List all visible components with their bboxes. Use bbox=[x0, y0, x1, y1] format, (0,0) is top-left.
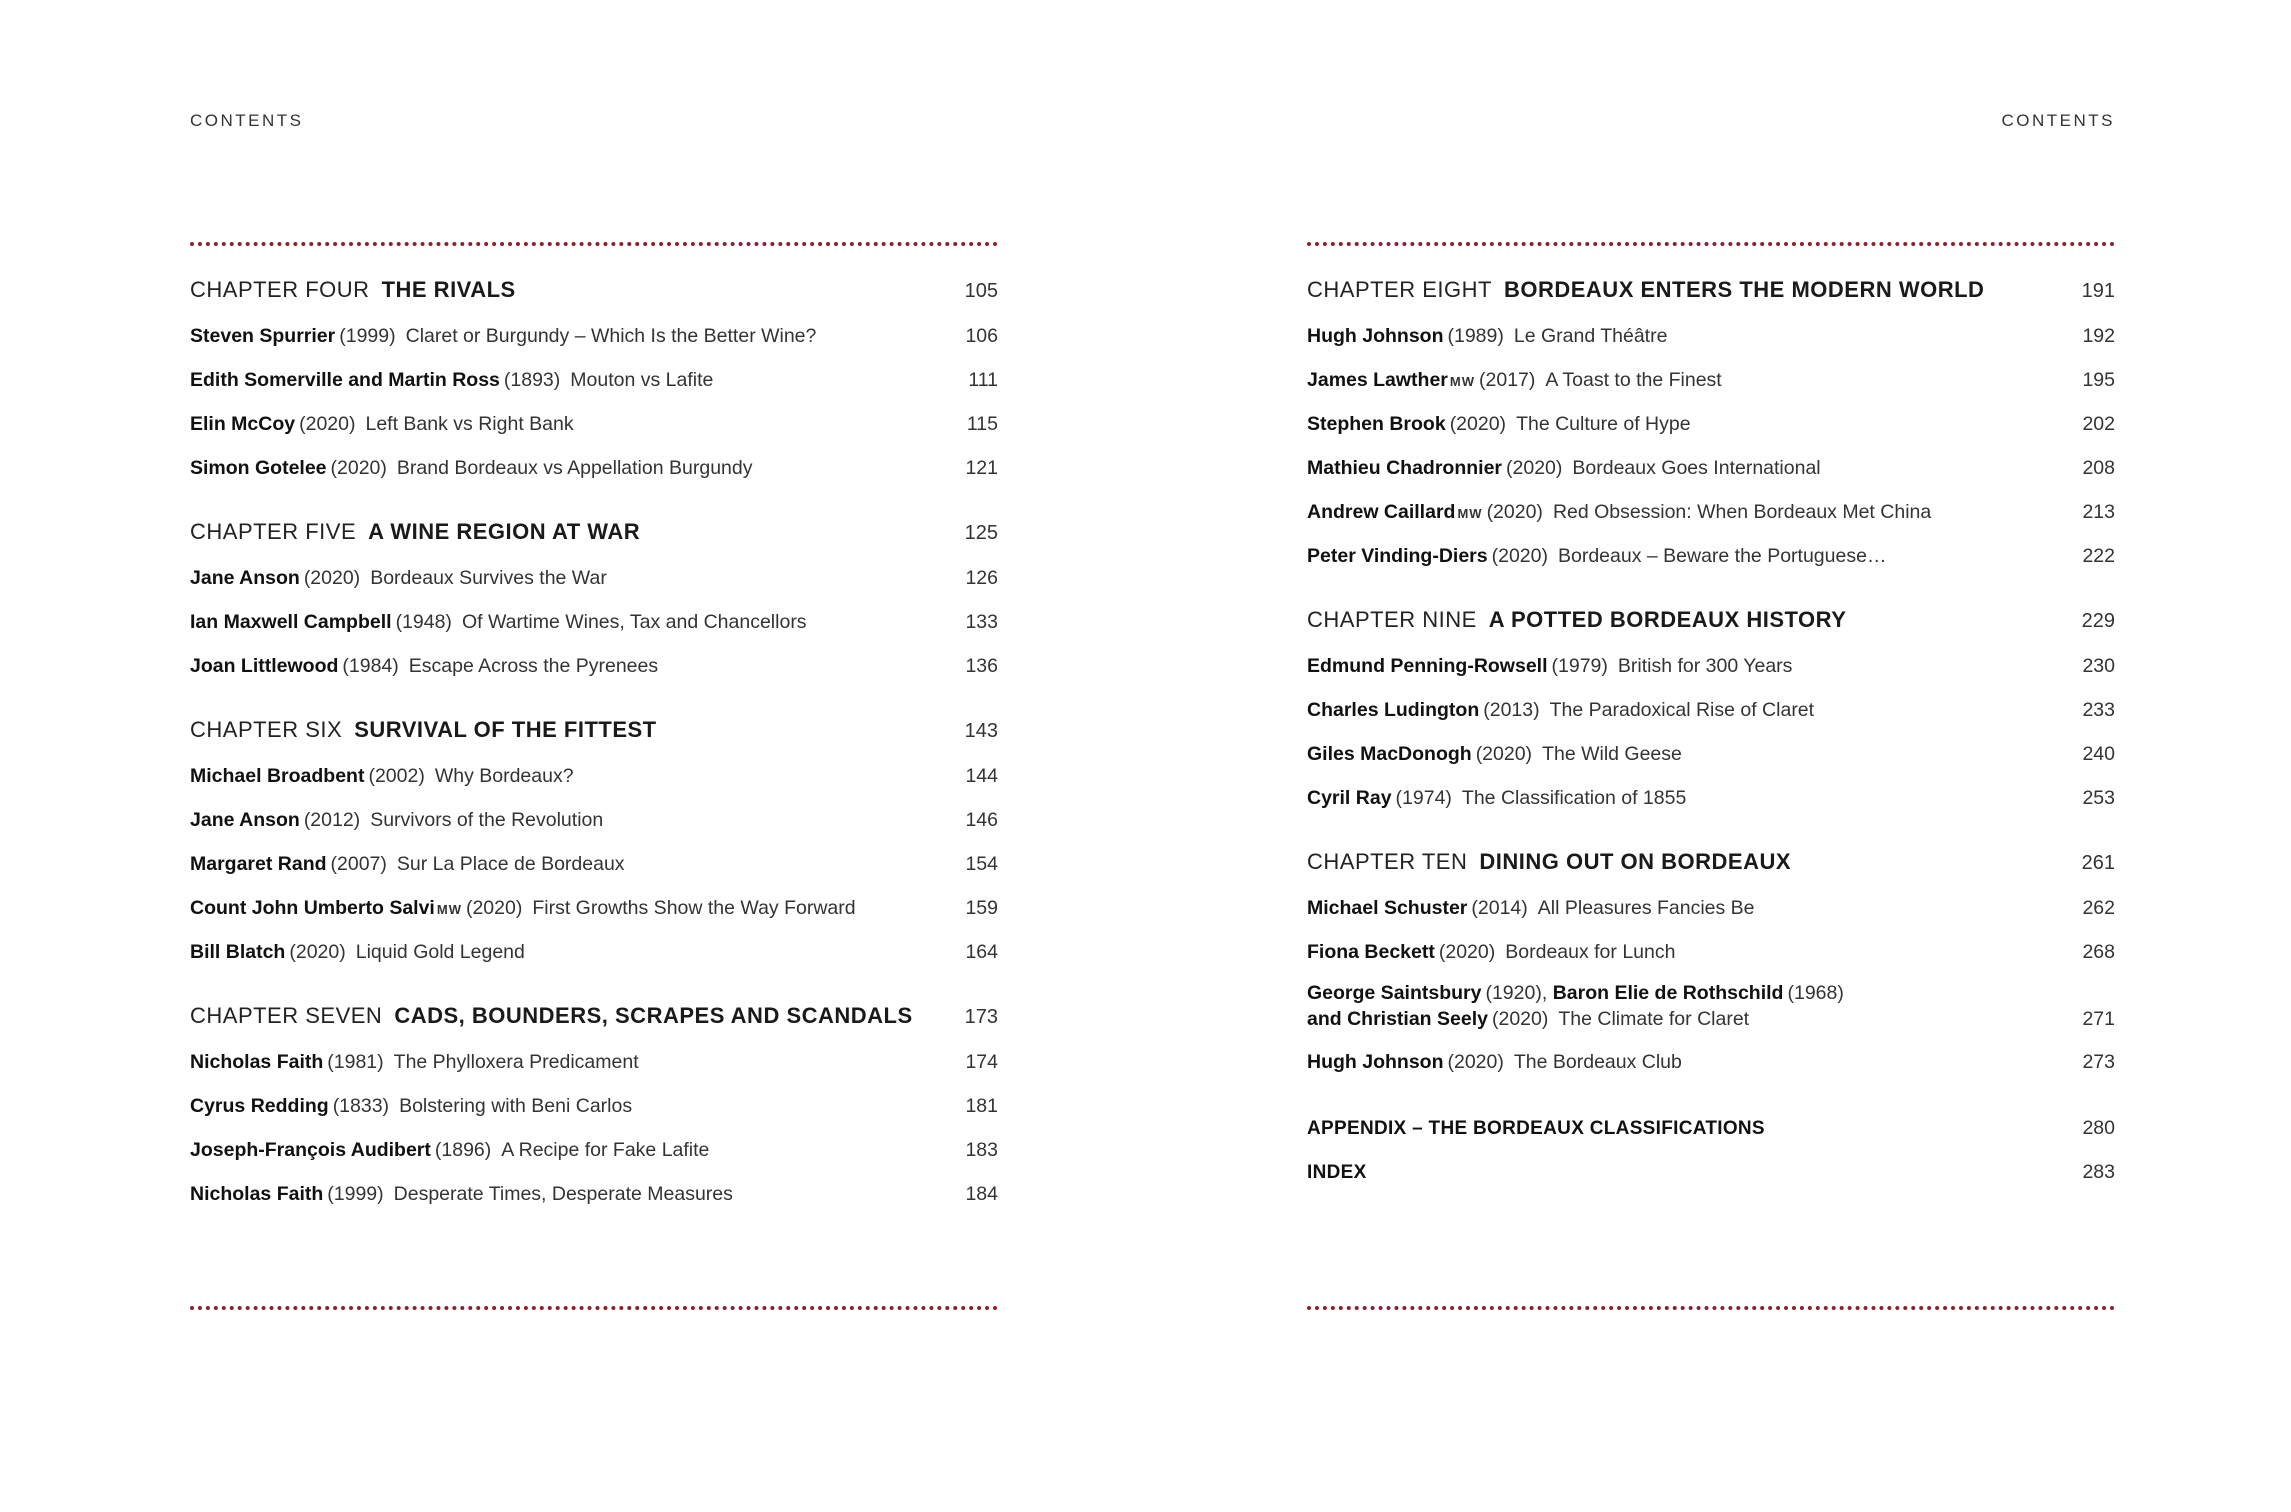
toc-entry[interactable] bbox=[1307, 644, 2115, 688]
year: (1893) bbox=[503, 369, 561, 391]
spacer bbox=[190, 490, 998, 512]
chapter-heading[interactable] bbox=[190, 512, 998, 556]
toc-entry[interactable] bbox=[190, 1172, 998, 1216]
toc-entry[interactable] bbox=[190, 644, 998, 688]
page-number: 273 bbox=[2082, 1051, 2115, 1073]
year: (2020) bbox=[303, 567, 361, 589]
page-number: 271 bbox=[2082, 1008, 2115, 1030]
toc-entry[interactable] bbox=[190, 930, 998, 974]
toc-entry[interactable] bbox=[190, 798, 998, 842]
page-number: 125 bbox=[964, 522, 998, 544]
chapter-label: CHAPTER TEN bbox=[1307, 849, 1468, 874]
work-title: Escape Across the Pyrenees bbox=[408, 655, 659, 677]
author: Simon Gotelee bbox=[190, 457, 327, 479]
page-number: 195 bbox=[2082, 369, 2115, 391]
entry-text bbox=[190, 798, 603, 842]
chapter-heading-text bbox=[190, 270, 516, 310]
toc-entry[interactable] bbox=[190, 1084, 998, 1128]
chapter-heading-text bbox=[1307, 270, 1984, 310]
index-title: INDEX bbox=[1307, 1162, 1367, 1183]
author: Margaret Rand bbox=[190, 853, 327, 875]
entry-text bbox=[1307, 446, 1821, 490]
running-head: CONTENTS bbox=[190, 111, 304, 130]
page-number: 208 bbox=[2082, 457, 2115, 479]
spacer bbox=[190, 688, 998, 710]
year: (2014) bbox=[1471, 897, 1528, 919]
year: (1984) bbox=[342, 655, 399, 677]
year: (1974) bbox=[1395, 787, 1452, 809]
chapter-heading-text bbox=[1307, 842, 1791, 882]
appendix-title: APPENDIX – THE BORDEAUX CLASSIFICATIONS bbox=[1307, 1118, 1765, 1139]
chapter-label: CHAPTER SEVEN bbox=[190, 1003, 383, 1028]
page-number: 115 bbox=[966, 413, 998, 435]
page-number: 133 bbox=[965, 611, 998, 633]
year: (1999) bbox=[327, 1183, 384, 1205]
spacer bbox=[1307, 1084, 2115, 1106]
year: (2002) bbox=[368, 765, 425, 787]
year: (2020) bbox=[1491, 545, 1548, 567]
page-number: 121 bbox=[965, 457, 998, 479]
work-title: The Culture of Hype bbox=[1516, 413, 1691, 435]
year: (1920), bbox=[1485, 982, 1548, 1004]
toc-appendix[interactable] bbox=[1307, 1106, 2115, 1150]
page-number: 183 bbox=[965, 1139, 998, 1161]
toc-entry[interactable] bbox=[190, 600, 998, 644]
chapter-title: THE RIVALS bbox=[381, 277, 516, 302]
author: Edmund Penning-Rowsell bbox=[1307, 655, 1548, 677]
mw-credential: MW bbox=[1457, 506, 1483, 521]
chapter-heading[interactable] bbox=[1307, 270, 2115, 314]
year: (1981) bbox=[327, 1051, 384, 1073]
entry-text bbox=[1307, 776, 1686, 820]
author: Nicholas Faith bbox=[190, 1051, 324, 1073]
author: Cyrus Redding bbox=[190, 1095, 329, 1117]
author: Andrew Caillard bbox=[1307, 501, 1456, 523]
year: (2020) bbox=[1449, 413, 1507, 435]
page-number: 229 bbox=[2081, 610, 2115, 632]
toc-entry[interactable] bbox=[1307, 446, 2115, 490]
author: Peter Vinding-Diers bbox=[1307, 545, 1488, 567]
year: (1979) bbox=[1551, 655, 1608, 677]
page-number: 283 bbox=[2082, 1161, 2115, 1183]
toc-right bbox=[1307, 270, 2115, 1194]
chapter-label: CHAPTER NINE bbox=[1307, 607, 1477, 632]
work-title: Mouton vs Lafite bbox=[570, 369, 714, 391]
work-title: A Recipe for Fake Lafite bbox=[501, 1139, 710, 1161]
page-number: 106 bbox=[965, 325, 998, 347]
toc-entry[interactable] bbox=[1307, 358, 2115, 402]
page-number: 181 bbox=[965, 1095, 998, 1117]
page-number: 111 bbox=[968, 369, 998, 391]
year: (1989) bbox=[1447, 325, 1504, 347]
author: Bill Blatch bbox=[190, 941, 286, 963]
page-number: 164 bbox=[965, 941, 998, 963]
work-title: Survivors of the Revolution bbox=[370, 809, 604, 831]
work-title: The Classification of 1855 bbox=[1461, 787, 1687, 809]
page-number: 262 bbox=[2082, 897, 2115, 919]
author: Michael Broadbent bbox=[190, 765, 365, 787]
toc-entry[interactable] bbox=[1307, 886, 2115, 930]
chapter-label: CHAPTER SIX bbox=[190, 717, 343, 742]
work-title: The Paradoxical Rise of Claret bbox=[1549, 699, 1815, 721]
page-number: 126 bbox=[965, 567, 998, 589]
author: Stephen Brook bbox=[1307, 413, 1446, 435]
work-title: The Bordeaux Club bbox=[1513, 1051, 1682, 1073]
entry-text bbox=[190, 556, 607, 600]
author: George Saintsbury bbox=[1307, 982, 1482, 1004]
work-title: Why Bordeaux? bbox=[434, 765, 574, 787]
page-number: 240 bbox=[2082, 743, 2115, 765]
dotted-rule-bottom bbox=[1307, 1306, 2115, 1310]
entry-text bbox=[1307, 886, 1755, 930]
toc-entry[interactable] bbox=[190, 556, 998, 600]
author: Edith Somerville and Martin Ross bbox=[190, 369, 500, 391]
work-title: The Wild Geese bbox=[1542, 743, 1682, 765]
year: (2012) bbox=[303, 809, 361, 831]
author: Cyril Ray bbox=[1307, 787, 1392, 809]
chapter-label: CHAPTER EIGHT bbox=[1307, 277, 1492, 302]
entry-text bbox=[190, 930, 525, 974]
year: (2017) bbox=[1479, 369, 1536, 391]
page-number: 261 bbox=[2081, 852, 2115, 874]
year: (1896) bbox=[434, 1139, 492, 1161]
spacer bbox=[190, 974, 998, 996]
toc-left bbox=[190, 270, 998, 1216]
author: Jane Anson bbox=[190, 567, 300, 589]
author: Michael Schuster bbox=[1307, 897, 1468, 919]
author: Mathieu Chadronnier bbox=[1307, 457, 1503, 479]
toc-entry[interactable] bbox=[190, 1040, 998, 1084]
dotted-rule-top bbox=[1307, 242, 2115, 246]
mw-credential: MW bbox=[1449, 374, 1476, 389]
toc-entry[interactable] bbox=[1307, 314, 2115, 358]
toc-entry[interactable] bbox=[1307, 732, 2115, 776]
entry-text bbox=[190, 1128, 709, 1172]
work-title: Brand Bordeaux vs Appellation Burgundy bbox=[396, 457, 753, 479]
work-title: Bordeaux Goes International bbox=[1572, 457, 1821, 479]
toc-entry[interactable] bbox=[190, 358, 998, 402]
entry-text bbox=[190, 1084, 632, 1128]
author: Giles MacDonogh bbox=[1307, 743, 1472, 765]
author: Hugh Johnson bbox=[1307, 1051, 1444, 1073]
page-number: 146 bbox=[965, 809, 998, 831]
work-title: Liquid Gold Legend bbox=[355, 941, 525, 963]
year: (1999) bbox=[339, 325, 396, 347]
author: Ian Maxwell Campbell bbox=[190, 611, 392, 633]
entry-text bbox=[190, 402, 574, 446]
page-number: 184 bbox=[965, 1183, 998, 1205]
work-title: Bordeaux for Lunch bbox=[1505, 941, 1676, 963]
page-number: 174 bbox=[965, 1051, 998, 1073]
author: Joan Littlewood bbox=[190, 655, 339, 677]
work-title: First Growths Show the Way Forward bbox=[532, 897, 856, 919]
chapter-heading[interactable] bbox=[1307, 842, 2115, 886]
dotted-rule-top bbox=[190, 242, 998, 246]
chapter-heading-text bbox=[1307, 600, 1846, 640]
toc-entry[interactable] bbox=[190, 314, 998, 358]
entry-text bbox=[190, 842, 625, 886]
toc-entry[interactable] bbox=[190, 842, 998, 886]
chapter-heading-text bbox=[190, 512, 640, 552]
entry-text bbox=[1307, 534, 1886, 578]
work-title: A Toast to the Finest bbox=[1545, 369, 1722, 391]
chapter-heading-text bbox=[190, 710, 657, 750]
chapter-heading[interactable] bbox=[190, 270, 998, 314]
work-title: The Climate for Claret bbox=[1558, 1008, 1750, 1030]
toc-entry[interactable] bbox=[190, 886, 998, 930]
year: (2007) bbox=[330, 853, 387, 875]
entry-text bbox=[190, 886, 856, 932]
entry-text bbox=[1307, 732, 1682, 776]
page-number: 191 bbox=[2081, 280, 2115, 302]
year: (1833) bbox=[332, 1095, 390, 1117]
toc-entry[interactable] bbox=[1307, 490, 2115, 534]
page-number: 192 bbox=[2082, 325, 2115, 347]
mw-credential: MW bbox=[436, 902, 462, 917]
work-title: The Phylloxera Predicament bbox=[393, 1051, 639, 1073]
chapter-label: CHAPTER FIVE bbox=[190, 519, 357, 544]
entry-text bbox=[190, 1172, 733, 1216]
entry-text bbox=[190, 314, 816, 358]
chapter-title: SURVIVAL OF THE FITTEST bbox=[354, 717, 657, 742]
work-title: Left Bank vs Right Bank bbox=[365, 413, 574, 435]
entry-text bbox=[1307, 1040, 1682, 1084]
entry-text bbox=[1307, 358, 1722, 404]
author: Fiona Beckett bbox=[1307, 941, 1435, 963]
entry-text bbox=[190, 358, 713, 402]
page-number: 268 bbox=[2082, 941, 2115, 963]
work-title: Sur La Place de Bordeaux bbox=[396, 853, 625, 875]
entry-text bbox=[190, 446, 752, 490]
entry-text bbox=[190, 644, 658, 688]
year: (2020) bbox=[1447, 1051, 1504, 1073]
year: (2013) bbox=[1483, 699, 1540, 721]
toc-entry[interactable] bbox=[190, 446, 998, 490]
chapter-heading[interactable] bbox=[1307, 600, 2115, 644]
year: (2020) bbox=[1486, 501, 1543, 523]
page-number: 159 bbox=[965, 897, 998, 919]
entry-text bbox=[190, 600, 807, 644]
work-title: All Pleasures Fancies Be bbox=[1537, 897, 1755, 919]
chapter-heading[interactable] bbox=[190, 710, 998, 754]
work-title: Le Grand Théâtre bbox=[1513, 325, 1668, 347]
page-number: 233 bbox=[2082, 699, 2115, 721]
work-title: British for 300 Years bbox=[1617, 655, 1793, 677]
toc-entry[interactable] bbox=[1307, 534, 2115, 578]
entry-text bbox=[1307, 314, 1667, 358]
year: (2020) bbox=[1506, 457, 1563, 479]
toc-entry-multi-author[interactable] bbox=[1307, 974, 2115, 1040]
author: Joseph-François Audibert bbox=[190, 1139, 431, 1161]
author: Count John Umberto Salvi bbox=[190, 897, 435, 919]
author: Elin McCoy bbox=[190, 413, 296, 435]
page-number: 143 bbox=[964, 720, 998, 742]
dotted-rule-bottom bbox=[190, 1306, 998, 1310]
page-number: 213 bbox=[2082, 501, 2115, 523]
year: (2020) bbox=[465, 897, 523, 919]
spacer bbox=[1307, 820, 2115, 842]
year: (1968) bbox=[1787, 982, 1844, 1004]
chapter-title: A WINE REGION AT WAR bbox=[368, 519, 641, 544]
toc-entry[interactable] bbox=[1307, 402, 2115, 446]
page-number: 144 bbox=[965, 765, 998, 787]
year: (1948) bbox=[395, 611, 452, 633]
chapter-title: BORDEAUX ENTERS THE MODERN WORLD bbox=[1503, 277, 1985, 302]
page-number: 105 bbox=[964, 280, 998, 302]
entry-text bbox=[190, 754, 574, 798]
page-number: 173 bbox=[964, 1006, 998, 1028]
page-number: 222 bbox=[2082, 545, 2115, 567]
entry-text bbox=[1307, 930, 1675, 974]
toc-entry[interactable] bbox=[190, 1128, 998, 1172]
author: James Lawther bbox=[1307, 369, 1448, 391]
toc-entry[interactable] bbox=[1307, 1040, 2115, 1084]
toc-entry[interactable] bbox=[190, 402, 998, 446]
page-number: 136 bbox=[965, 655, 998, 677]
year: (2020) bbox=[1491, 1008, 1549, 1030]
work-title: Desperate Times, Desperate Measures bbox=[393, 1183, 733, 1205]
chapter-label: CHAPTER FOUR bbox=[190, 277, 370, 302]
year: (2020) bbox=[330, 457, 387, 479]
entry-text bbox=[1307, 644, 1792, 688]
chapter-title: A POTTED BORDEAUX HISTORY bbox=[1488, 607, 1847, 632]
toc-entry[interactable] bbox=[1307, 688, 2115, 732]
toc-entry[interactable] bbox=[190, 754, 998, 798]
year: (2020) bbox=[1475, 743, 1533, 765]
spacer bbox=[1307, 578, 2115, 600]
page-number: 154 bbox=[965, 853, 998, 875]
page-number: 230 bbox=[2082, 655, 2115, 677]
year: (2020) bbox=[299, 413, 356, 435]
chapter-heading-text bbox=[190, 996, 913, 1036]
author: Jane Anson bbox=[190, 809, 300, 831]
work-title: Of Wartime Wines, Tax and Chancellors bbox=[461, 611, 807, 633]
work-title: Claret or Burgundy – Which Is the Better Wine? bbox=[405, 325, 817, 347]
work-title: Red Obsession: When Bordeaux Met China bbox=[1552, 501, 1932, 523]
toc-entry[interactable] bbox=[1307, 930, 2115, 974]
page-number: 202 bbox=[2082, 413, 2115, 435]
author: and Christian Seely bbox=[1307, 1008, 1488, 1030]
work-title: Bordeaux Survives the War bbox=[370, 567, 607, 589]
toc-index[interactable] bbox=[1307, 1150, 2115, 1194]
chapter-title: DINING OUT ON BORDEAUX bbox=[1479, 849, 1792, 874]
page-number: 253 bbox=[2082, 787, 2115, 809]
year: (2020) bbox=[1438, 941, 1496, 963]
entry-text bbox=[1307, 490, 1931, 536]
year: (2020) bbox=[289, 941, 346, 963]
entry-text bbox=[1307, 402, 1691, 446]
author: Steven Spurrier bbox=[190, 325, 336, 347]
running-head: CONTENTS bbox=[2001, 111, 2115, 130]
entry-text bbox=[190, 1040, 639, 1084]
author: Charles Ludington bbox=[1307, 699, 1480, 721]
author: Hugh Johnson bbox=[1307, 325, 1444, 347]
chapter-title: CADS, BOUNDERS, SCRAPES AND SCANDALS bbox=[394, 1003, 913, 1028]
chapter-heading[interactable] bbox=[190, 996, 998, 1040]
work-title: Bolstering with Beni Carlos bbox=[399, 1095, 633, 1117]
work-title: Bordeaux – Beware the Portuguese… bbox=[1557, 545, 1887, 567]
entry-text bbox=[1307, 980, 1844, 1032]
author: Nicholas Faith bbox=[190, 1183, 324, 1205]
entry-text bbox=[1307, 688, 1814, 732]
toc-entry[interactable] bbox=[1307, 776, 2115, 820]
page-number: 280 bbox=[2082, 1117, 2115, 1139]
author: Baron Elie de Rothschild bbox=[1552, 982, 1784, 1004]
